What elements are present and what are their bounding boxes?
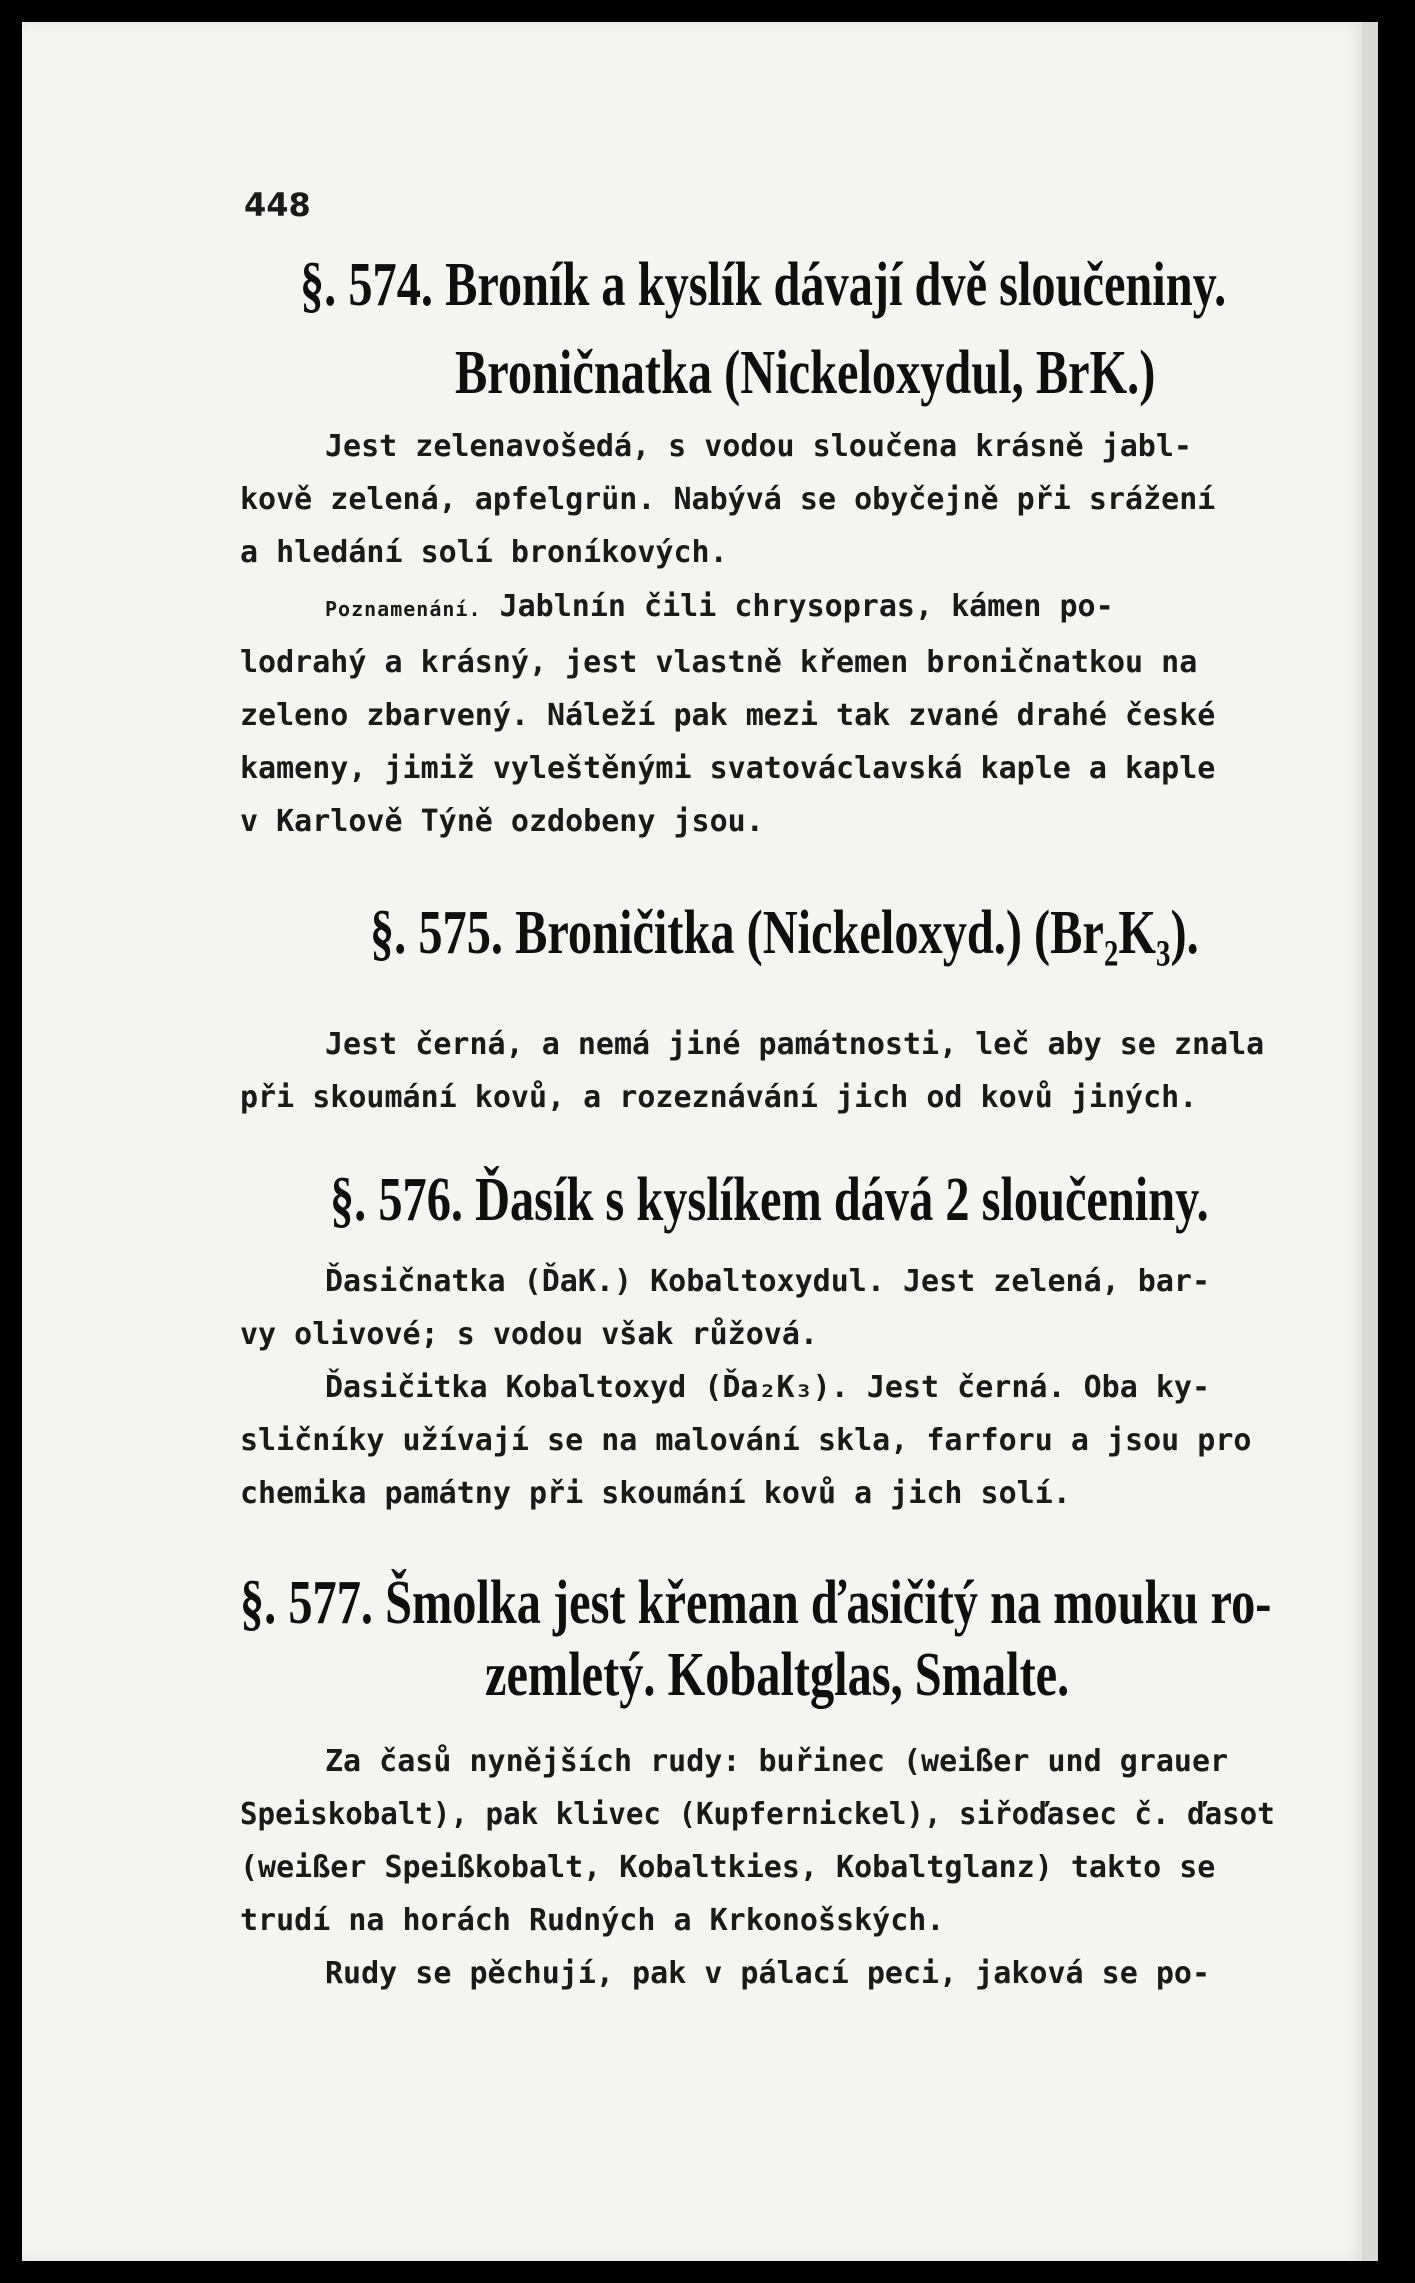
text-line: Jest černá, a nemá jiné památnosti, leč aby se znala (325, 1027, 1265, 1062)
section-577-paragraph (240, 1735, 1275, 2000)
section-575-heading: §. 575. Broničitka (Nickeloxyd.) (Br₂K₃). (370, 899, 1199, 967)
section-576-paragraph (240, 1255, 1275, 1520)
text-line: vy olivové; s vodou však růžová. (240, 1317, 818, 1352)
text-line: trudí na horách Rudných a Krkonošských. (240, 1903, 945, 1938)
text-line: v Karlově Týně ozdobeny jsou. (240, 804, 764, 839)
text-line: zeleno zbarvený. Náleží pak mezi tak zvané drahé české (240, 698, 1216, 733)
text-line: Za časů nynějších rudy: buřinec (weißer und grauer (325, 1744, 1229, 1779)
text-line: Rudy se pěchují, pak v pálací peci, jaková se po- (325, 1956, 1211, 1991)
section-577-subheading: zemletý. Kobaltglas, Smalte. (485, 1641, 1070, 1709)
section-574-subheading: Broničnatka (Nickeloxydul, BrK.) (455, 339, 1156, 407)
section-574-paragraph (240, 420, 1275, 579)
section-575-paragraph (240, 1018, 1275, 1124)
text-line: sličníky užívají se na malování skla, farforu a jsou pro (240, 1423, 1252, 1458)
text-line: kameny, jimiž vyleštěnými svatováclavská kaple a kaple (240, 751, 1216, 786)
section-574-note (240, 580, 1275, 848)
text-line: Ďasičnatka (ĎaK.) Kobaltoxydul. Jest zelená, bar- (325, 1264, 1211, 1299)
text-line: Jablnín čili chrysopras, kámen po- (499, 589, 1114, 624)
text-line: při skoumání kovů, a rozeznávání jich od kovů jiných. (240, 1080, 1198, 1115)
text-line: chemika památny při skoumání kovů a jich solí. (240, 1476, 1071, 1511)
text-line: a hledání solí broníkových. (240, 535, 728, 570)
scan-border (1378, 22, 1415, 2261)
text-line: kově zelená, apfelgrün. Nabývá se obyčejně při srážení (240, 482, 1216, 517)
text-line: Jest zelenavošedá, s vodou sloučena krásně jabl- (325, 429, 1192, 464)
section-574-heading: §. 574. Broník a kyslík dávají dvě sloučeniny. (300, 251, 1227, 319)
text-line: Ďasičitka Kobaltoxyd (Ďa₂K₃). Jest černá. Oba ky- (325, 1370, 1211, 1405)
text-line: Speiskobalt), pak klivec (Kupfernickel), siřoďasec č. ďasot (240, 1797, 1275, 1832)
page-edge (1362, 22, 1378, 2261)
section-576-heading: §. 576. Ďasík s kyslíkem dává 2 sloučeniny. (330, 1166, 1209, 1234)
text-line: lodrahý a krásný, jest vlastně křemen broničnatkou na (240, 645, 1198, 680)
section-577-heading: §. 577. Šmolka jest křeman ďasičitý na mouku ro- (240, 1569, 1272, 1637)
note-label: Poznamenání. (325, 597, 482, 621)
text-line: (weißer Speißkobalt, Kobaltkies, Kobaltglanz) takto se (240, 1850, 1216, 1885)
page-number: 448 (244, 186, 311, 224)
